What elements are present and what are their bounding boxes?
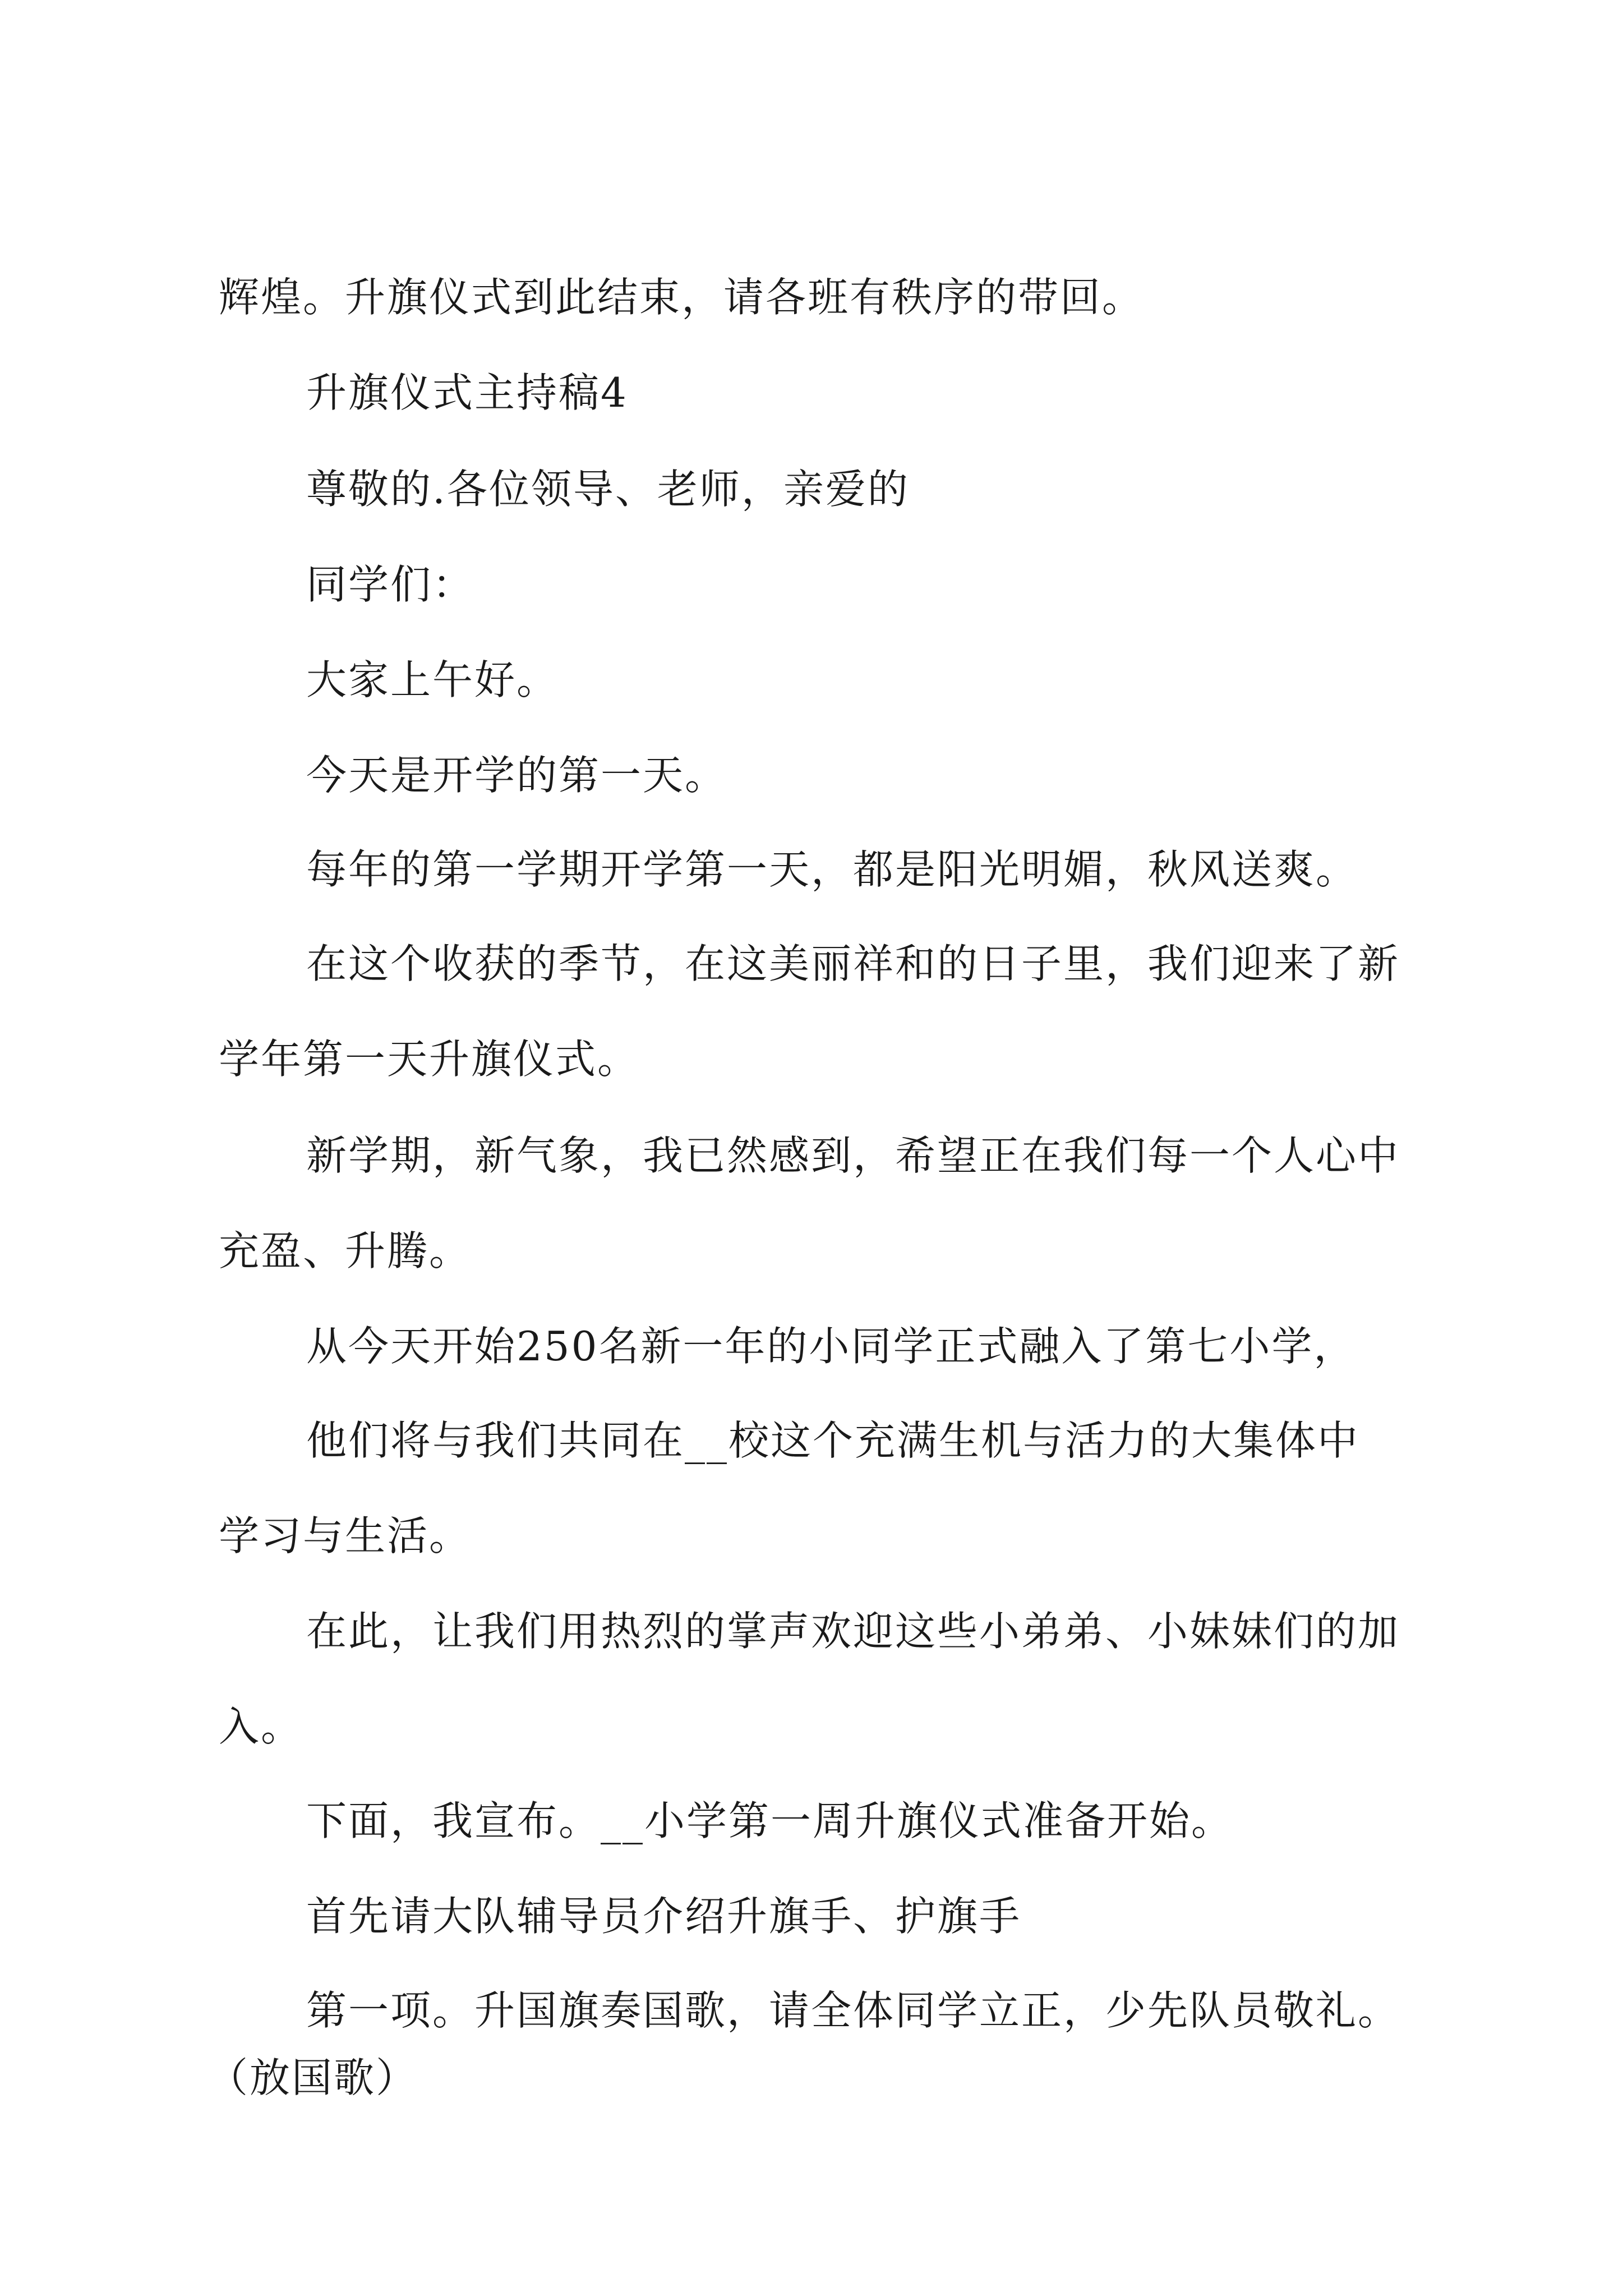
text-line: 学年第一天升旗仪式。: [219, 1036, 640, 1083]
text-line: 入。: [219, 1703, 303, 1750]
text-line: 在这个收获的季节，在这美丽祥和的日子里，我们迎来了新: [306, 940, 1400, 987]
text-line: （放国歌）: [208, 2054, 418, 2101]
text-line: 下面，我宣布。__小学第一周升旗仪式准备开始。: [306, 1797, 1234, 1844]
text-line: 从今天开始250名新一年的小同学正式融入了第七小学，: [306, 1323, 1356, 1370]
text-line: 尊敬的.各位领导、老师，亲爱的: [306, 466, 910, 513]
text-line: 首先请大队辅导员介绍升旗手、护旗手: [306, 1893, 1022, 1940]
text-line: 第一项。升国旗奏国歌，请全体同学立正，少先队员敬礼。: [306, 1987, 1400, 2034]
text-line: 充盈、升腾。: [219, 1227, 472, 1274]
text-line: 大家上午好。: [306, 656, 559, 703]
text-line: 今天是开学的第一天。: [306, 752, 727, 799]
section-heading: 升旗仪式主持稿4: [306, 369, 628, 416]
text-line: 在此，让我们用热烈的掌声欢迎这些小弟弟、小妹妹们的加: [306, 1608, 1400, 1655]
text-line: 他们将与我们共同在__校这个充满生机与活力的大集体中: [306, 1417, 1360, 1464]
text-line: 新学期，新气象，我已然感到，希望正在我们每一个人心中: [306, 1132, 1400, 1179]
text-line: 辉煌。升旗仪式到此结束，请各班有秩序的带回。: [219, 274, 1145, 321]
text-line: 每年的第一学期开学第一天，都是阳光明媚，秋风送爽。: [306, 846, 1358, 893]
text-line: 同学们：: [306, 561, 475, 608]
text-line: 学习与生活。: [219, 1512, 472, 1559]
